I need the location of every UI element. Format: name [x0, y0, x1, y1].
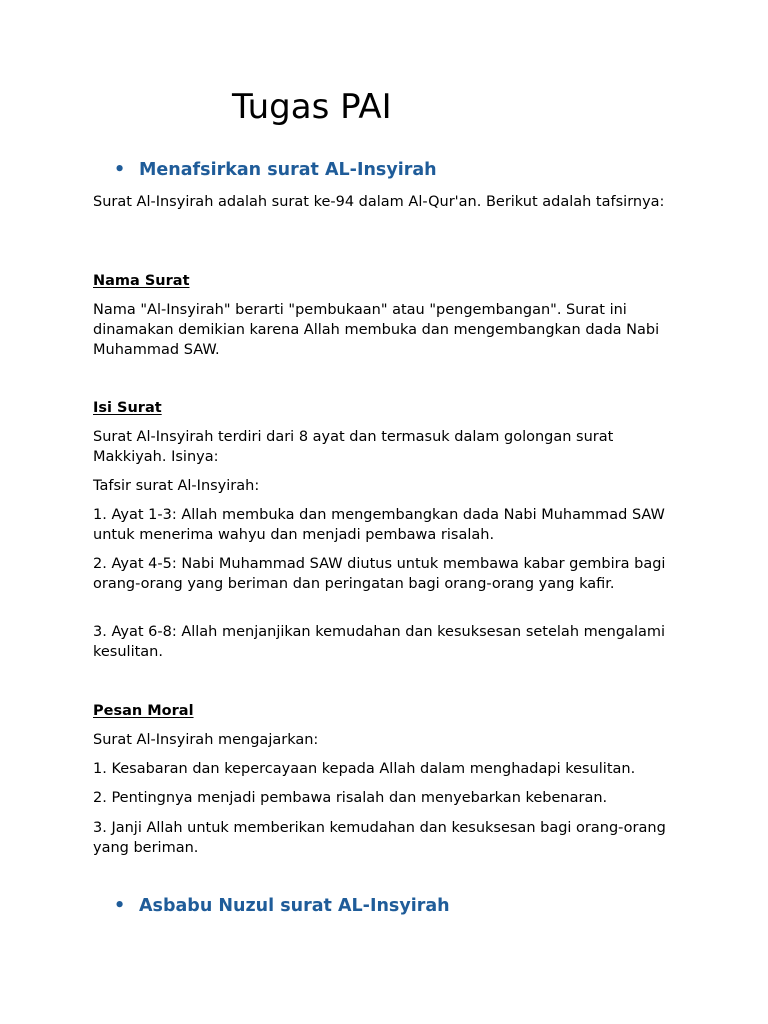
section-heading-text: Asbabu Nuzul surat AL-Insyirah	[139, 896, 450, 916]
section-heading-text: Menafsirkan surat AL-Insyirah	[139, 160, 437, 180]
subheading-pesan-moral: Pesan Moral	[93, 703, 194, 719]
section-heading-tafsir	[114, 158, 437, 182]
tafsir-item-3: 3. Ayat 6-8: Allah menjanjikan kemudahan dan kesuksesan setelah mengalami kesulitan.	[93, 624, 666, 660]
tafsir-item-1: 1. Ayat 1-3: Allah membuka dan mengembangkan dada Nabi Muhammad SAW untuk menerima wahyu dan menjadi pembawa risalah.	[93, 507, 665, 543]
document-title: Tugas PAI	[232, 87, 392, 127]
nama-surat-paragraph: Nama "Al-Insyirah" berarti "pembukaan" atau "pengembangan". Surat ini dinamakan demikian karena Allah membuka dan mengembangkan dada Nabi Muhammad SAW.	[93, 302, 660, 358]
subheading-nama-surat: Nama Surat	[93, 273, 190, 289]
moral-item-3: 3. Janji Allah untuk memberikan kemudahan dan kesuksesan bagi orang-orang yang beriman.	[93, 820, 666, 856]
intro-paragraph: Surat Al-Insyirah adalah surat ke-94 dalam Al-Qur'an. Berikut adalah tafsirnya:	[93, 194, 665, 210]
bullet-icon: •	[114, 896, 126, 916]
moral-item-2: 2. Pentingnya menjadi pembawa risalah dan menyebarkan kebenaran.	[93, 790, 608, 806]
pesan-moral-paragraph: Surat Al-Insyirah mengajarkan:	[93, 732, 319, 748]
bullet-icon: •	[114, 160, 126, 180]
tafsir-item-2: 2. Ayat 4-5: Nabi Muhammad SAW diutus untuk membawa kabar gembira bagi orang-orang yang beriman dan peringatan bagi orang-orang yang kafir.	[93, 556, 666, 592]
section-heading-asbabu-nuzul	[114, 894, 450, 918]
moral-item-1: 1. Kesabaran dan kepercayaan kepada Allah dalam menghadapi kesulitan.	[93, 761, 636, 777]
isi-surat-paragraph: Surat Al-Insyirah terdiri dari 8 ayat dan termasuk dalam golongan surat Makkiyah. Isinya:	[93, 429, 614, 465]
tafsir-label: Tafsir surat Al-Insyirah:	[93, 478, 260, 494]
subheading-isi-surat: Isi Surat	[93, 400, 162, 416]
